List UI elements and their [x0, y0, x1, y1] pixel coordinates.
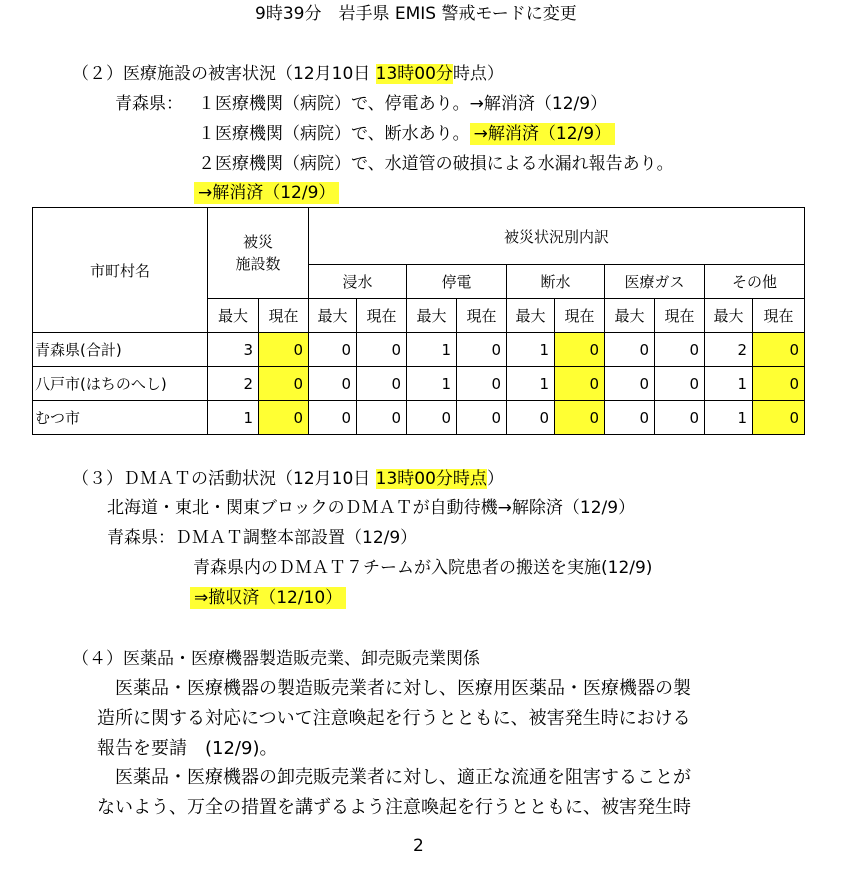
header-facility-line2: 施設数 — [235, 255, 281, 273]
section4-p1-line3: 報告を要請 (12/9)。 — [97, 738, 278, 759]
row-value-cell: 0 — [605, 333, 655, 367]
header-max: 最大 — [705, 299, 753, 333]
row-value-cell: 0 — [407, 401, 457, 435]
section4-title: （４）医薬品・医療機器製造販売業、卸売販売業関係 — [72, 649, 480, 669]
section3-line4 — [190, 587, 346, 609]
section3-line2: 青森県：ＤＭＡＴ調整本部設置（12/9） — [107, 528, 418, 548]
section4-p2-line1: 医薬品・医療機器の卸売販売業者に対し、適正な流通を阻害することが — [115, 767, 691, 788]
section3-title-pre: （３）ＤＭＡＴの活動状況（12月10日 — [72, 469, 376, 489]
row-value-cell: 2 — [705, 333, 753, 367]
header-cur: 現在 — [753, 299, 805, 333]
row-value-cell: 0 — [357, 367, 407, 401]
header-city: 市町村名 — [33, 208, 208, 333]
row-value-cell: 1 — [705, 401, 753, 435]
table-row — [33, 333, 805, 367]
damage-table — [32, 207, 805, 435]
row-value-cell: 0 — [259, 401, 309, 435]
row-city-name: 青森県(合計) — [33, 333, 208, 367]
section2-line2-highlight: →解消済（12/9） — [470, 123, 615, 145]
header-cat-medgas: 医療ガス — [605, 265, 705, 299]
header-facility-count — [208, 208, 309, 299]
row-value-cell: 0 — [357, 333, 407, 367]
row-value-cell: 0 — [655, 333, 705, 367]
header-facility-line1: 被災 — [242, 233, 273, 251]
row-value-cell: 0 — [507, 401, 555, 435]
row-value-cell: 0 — [259, 333, 309, 367]
row-value-cell: 0 — [309, 367, 357, 401]
section2-pref-label: 青森県： — [115, 94, 183, 114]
row-value-cell: 1 — [407, 367, 457, 401]
header-cur: 現在 — [457, 299, 507, 333]
row-value-cell: 0 — [555, 333, 605, 367]
row-value-cell: 0 — [605, 367, 655, 401]
header-cur: 現在 — [259, 299, 309, 333]
section4-p2-line2: ないよう、万全の措置を講ずるよう注意喚起を行うとともに、被害発生時 — [97, 797, 691, 818]
section2-line4 — [194, 182, 339, 204]
section2-line4-highlight: →解消済（12/9） — [194, 182, 339, 204]
row-value-cell: 1 — [507, 333, 555, 367]
row-value-cell: 0 — [655, 367, 705, 401]
section2-title-post: 時点） — [452, 64, 504, 84]
row-value-cell: 0 — [753, 333, 805, 367]
header-cur: 現在 — [357, 299, 407, 333]
row-value-cell: 1 — [507, 367, 555, 401]
row-value-cell: 2 — [208, 367, 259, 401]
section2-line1: １医療機関（病院）で、停電あり。→解消済（12/9） — [198, 94, 608, 114]
header-max: 最大 — [407, 299, 457, 333]
row-value-cell: 1 — [407, 333, 457, 367]
section3-line4-highlight: ⇒撤収済（12/10） — [190, 587, 346, 609]
row-value-cell: 0 — [555, 401, 605, 435]
section3-line1: 北海道・東北・関東ブロックのＤＭＡＴが自動待機→解除済（12/9） — [107, 498, 636, 518]
header-breakdown: 被災状況別内訳 — [309, 208, 805, 265]
section4-p1-line1: 医薬品・医療機器の製造販売業者に対し、医療用医薬品・医療機器の製 — [115, 678, 691, 699]
section3-title — [72, 468, 504, 490]
header-cat-power: 停電 — [407, 265, 507, 299]
row-city-name: 八戸市(はちのへし) — [33, 367, 208, 401]
section2-title-pre: （２）医療施設の被害状況（12月10日 — [72, 64, 376, 84]
row-value-cell: 0 — [605, 401, 655, 435]
section4-p1-line2: 造所に関する対応について注意喚起を行うとともに、被害発生時における — [97, 708, 691, 729]
section3-title-highlight: 13時00分時点 — [375, 469, 487, 489]
row-city-name: むつ市 — [33, 401, 208, 435]
header-cat-water: 断水 — [507, 265, 605, 299]
section2-title-highlight: 13時00分 — [375, 64, 453, 84]
row-value-cell: 0 — [555, 367, 605, 401]
row-value-cell: 0 — [259, 367, 309, 401]
row-value-cell: 0 — [457, 401, 507, 435]
row-value-cell: 0 — [753, 401, 805, 435]
row-value-cell: 3 — [208, 333, 259, 367]
header-cat-other: その他 — [705, 265, 805, 299]
header-max: 最大 — [208, 299, 259, 333]
header-cur: 現在 — [655, 299, 705, 333]
row-value-cell: 0 — [309, 333, 357, 367]
table-row — [33, 367, 805, 401]
table-row — [33, 401, 805, 435]
row-value-cell: 1 — [705, 367, 753, 401]
row-value-cell: 0 — [655, 401, 705, 435]
section2-line2 — [198, 123, 615, 145]
header-cat-flood: 浸水 — [309, 265, 407, 299]
section2-title — [72, 63, 504, 85]
row-value-cell: 0 — [457, 333, 507, 367]
header-max: 最大 — [605, 299, 655, 333]
row-value-cell: 0 — [309, 401, 357, 435]
header-line: 9時39分 岩手県 EMIS 警戒モードに変更 — [255, 4, 577, 24]
row-value-cell: 0 — [357, 401, 407, 435]
row-value-cell: 0 — [457, 367, 507, 401]
row-value-cell: 0 — [753, 367, 805, 401]
page-number: 2 — [413, 836, 424, 856]
section3-title-post: ） — [486, 469, 504, 489]
section2-line3: ２医療機関（病院）で、水道管の破損による水漏れ報告あり。 — [198, 154, 674, 174]
row-value-cell: 1 — [208, 401, 259, 435]
header-max: 最大 — [507, 299, 555, 333]
header-cur: 現在 — [555, 299, 605, 333]
section2-line2-pre: １医療機関（病院）で、断水あり。 — [198, 124, 470, 144]
header-max: 最大 — [309, 299, 357, 333]
section3-line3: 青森県内のＤＭＡＴ７チームが入院患者の搬送を実施(12/9) — [193, 558, 653, 578]
